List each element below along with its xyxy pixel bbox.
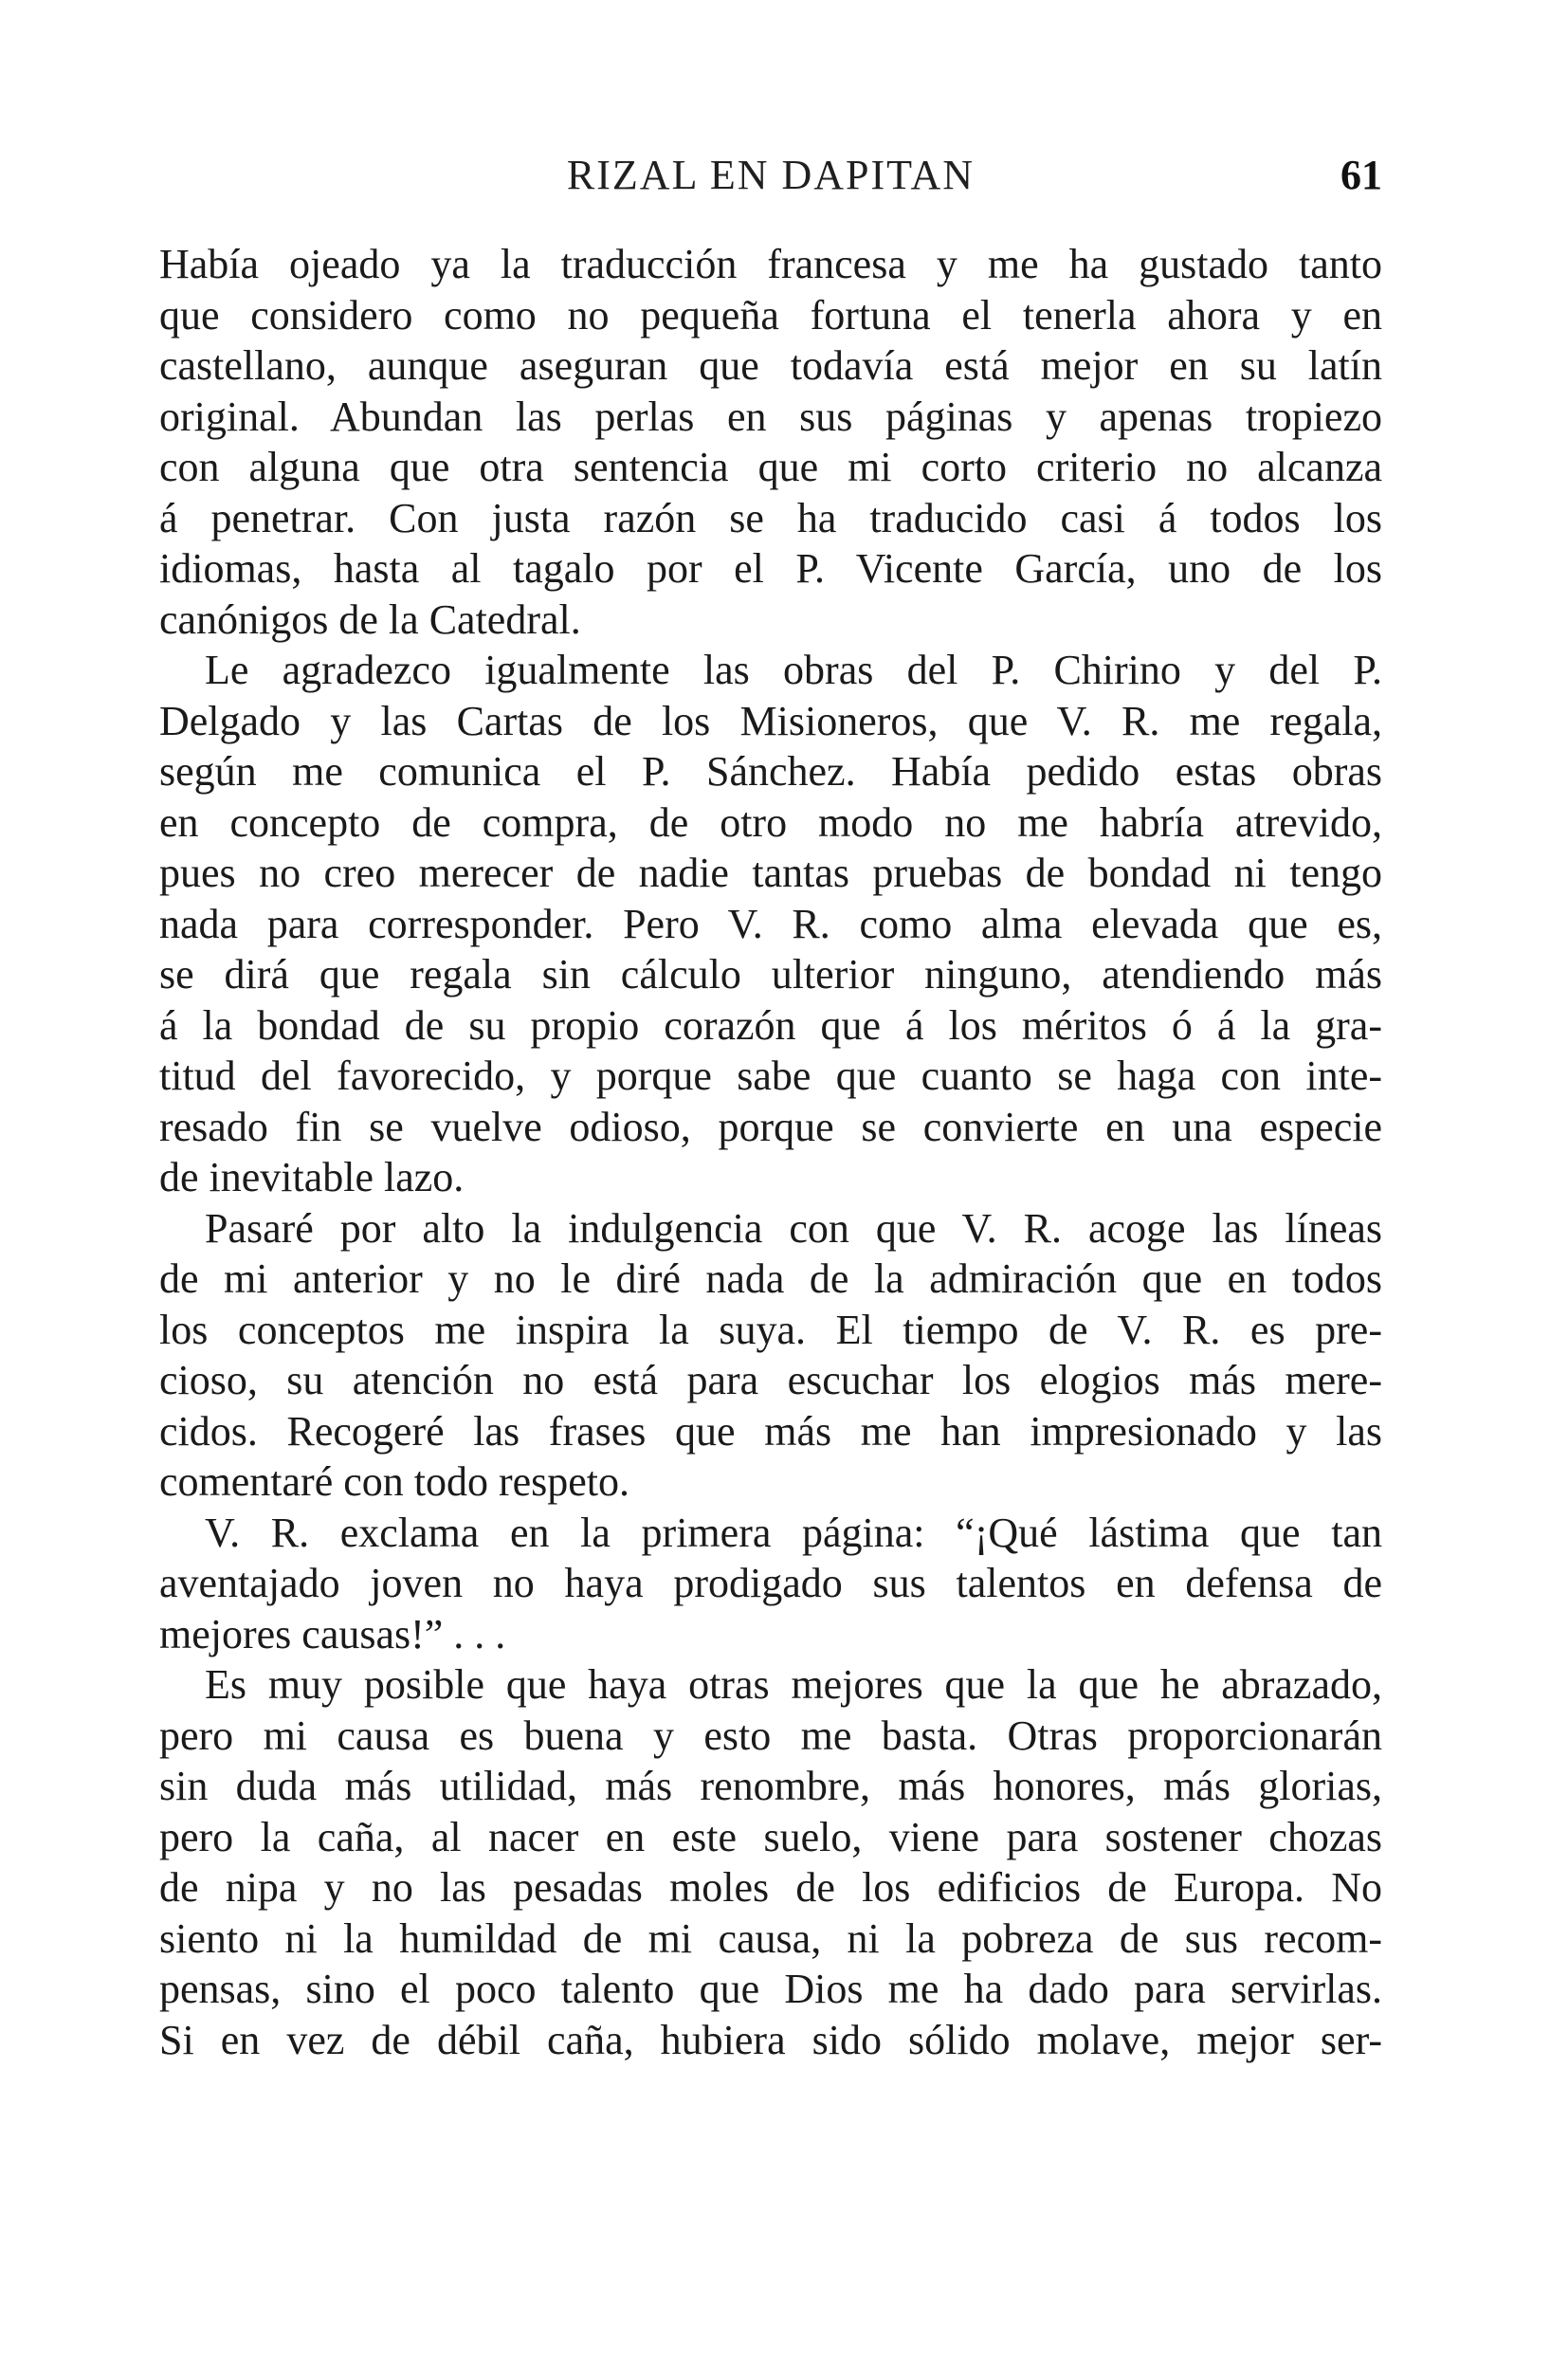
text-line: cioso, su atención no está para escuchar los elogios más mere- [159,1357,1382,1403]
text-line: castellano, aunque aseguran que todavía está mejor en su latín [159,342,1382,389]
text-line: Le agradezco igualmente las obras del P. Chirino y del P. [205,647,1382,693]
text-line: nada para corresponder. Pero V. R. como alma elevada que es, [159,900,1382,947]
text-line: de nipa y no las pesadas moles de los edificios de Europa. No [159,1864,1382,1911]
text-line: en concepto de compra, de otro modo no me habría atrevido, [159,798,1382,846]
text-line: Delgado y las Cartas de los Misioneros, que V. R. me regala, [159,697,1382,744]
page-number: 61 [1340,152,1382,198]
text-line: idiomas, hasta al tagalo por el P. Vicente García, uno de los [159,545,1382,592]
text-line: comentaré con todo respeto. [159,1458,630,1505]
text-line: Pasaré por alto la indulgencia con que V. R. acoge las líneas [205,1204,1382,1252]
text-line: cidos. Recogeré las frases que más me han impresionado y las [159,1407,1382,1455]
text-line: con alguna que otra sentencia que mi corto criterio no alcanza [159,444,1382,490]
text-line: aventajado joven no haya prodigado sus talentos en defensa de [159,1560,1382,1606]
running-title: RIZAL EN DAPITAN [566,152,976,198]
running-head [159,142,1382,209]
text-line: V. R. exclama en la primera página: “¡Qué lástima que tan [205,1509,1382,1556]
text-line: Había ojeado ya la traducción francesa y me ha gustado tanto [159,241,1382,287]
text-line: siento ni la humildad de mi causa, ni la pobreza de sus recom- [159,1914,1382,1962]
text-line: pues no creo merecer de nadie tantas pruebas de bondad ni tengo [159,850,1382,896]
text-line: según me comunica el P. Sánchez. Había pedido estas obras [159,748,1382,795]
text-line: de mi anterior y no le diré nada de la admiración que en todos [159,1255,1382,1302]
text-line: Si en vez de débil caña, hubiera sido sólido molave, mejor ser- [159,2016,1382,2063]
text-line: pensas, sino el poco talento que Dios me ha dado para servirlas. [159,1966,1382,2012]
text-line: mejores causas!” . . . [159,1610,506,1657]
text-line: que considero como no pequeña fortuna el tenerla ahora y en [159,291,1382,339]
text-line: original. Abundan las perlas en sus páginas y apenas tropiezo [159,393,1382,440]
text-line: resado fin se vuelve odioso, porque se convierte en una especie [159,1103,1382,1150]
text-line: á la bondad de su propio corazón que á los méritos ó á la gra- [159,1001,1382,1049]
text-line: los conceptos me inspira la suya. El tiempo de V. R. es pre- [159,1306,1382,1353]
text-line: pero la caña, al nacer en este suelo, viene para sostener chozas [159,1813,1382,1860]
text-line: pero mi causa es buena y esto me basta. Otras proporcionarán [159,1712,1382,1759]
text-body [159,239,1382,2065]
text-line: Es muy posible que haya otras mejores que la que he abrazado, [205,1661,1382,1708]
text-line: canónigos de la Catedral. [159,595,581,643]
text-line: sin duda más utilidad, más renombre, más honores, más glorias, [159,1763,1382,1809]
text-line: titud del favorecido, y porque sabe que cuanto se haga con inte- [159,1053,1382,1099]
text-line: á penetrar. Con justa razón se ha traducido casi á todos los [159,494,1382,541]
text-line: de inevitable lazo. [159,1154,465,1200]
text-line: se dirá que regala sin cálculo ulterior ninguno, atendiendo más [159,951,1382,998]
